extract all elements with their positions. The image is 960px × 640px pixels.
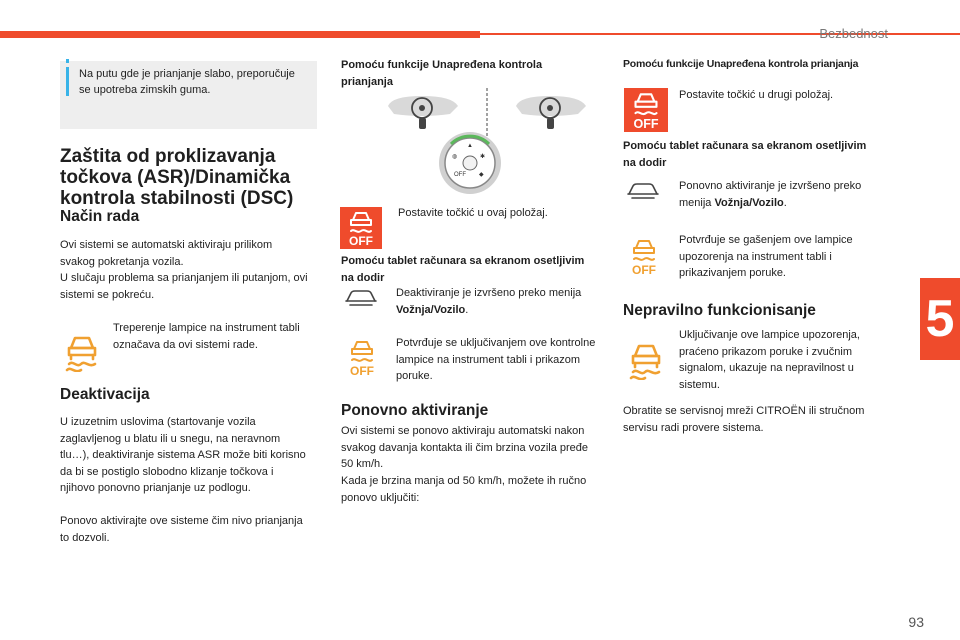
heading-function-right: Pomoću funkcije Unapređena kontrola prianjanja bbox=[623, 58, 859, 70]
deactivation-done-text: Deaktiviranje je izvršeno preko menija Vožnja/Vozilo. bbox=[396, 287, 582, 316]
section-title: Bezbednost bbox=[819, 26, 888, 41]
menu-name: Vožnja/Vozilo bbox=[396, 303, 466, 316]
heading-function-middle: Pomoću funkcije Unapređena kontrola prianjanja bbox=[341, 59, 543, 88]
blink-text: Treperenje lampice na instrument tabli označava da ovi sistemi rade. bbox=[113, 322, 300, 351]
malfunction-text: Uključivanje ove lampice upozorenja, praćeno prikazom poruke i zvučnim signalom, ukazuje na nepravilnost u sistemu. bbox=[679, 329, 860, 391]
reactivation-text-2: Kada je brzina manja od 50 km/h, možete ih ručno ponovo uključiti: bbox=[341, 475, 587, 504]
tablet-heading-right: Pomoću tablet računara sa ekranom osetljivim na dodir bbox=[623, 140, 867, 169]
service-text: Obratite se servisnoj mreži CITROËN ili stručnom servisu radi provere sistema. bbox=[623, 405, 865, 434]
heading-mode: Način rada bbox=[60, 208, 140, 225]
confirm-text-right: Potvrđuje se gašenjem ove lampice upozorenja na instrument tabli i prikazivanjem poruke. bbox=[679, 234, 853, 279]
svg-text:◍: ◍ bbox=[452, 154, 458, 160]
page-title: Zaštita od proklizavanja točkova (ASR)/Dinamička kontrola stabilnosti (DSC) bbox=[60, 146, 294, 209]
svg-text:OFF: OFF bbox=[350, 364, 374, 377]
page-number: 93 bbox=[908, 614, 924, 630]
off-label: OFF bbox=[349, 234, 373, 248]
svg-text:OFF: OFF bbox=[632, 263, 656, 276]
step-text-middle bbox=[398, 205, 598, 222]
info-icon bbox=[66, 67, 69, 96]
deactivation-text-2: Ponovo aktivirajte ove sisteme čim nivo prianjanja to dozvoli. bbox=[60, 515, 303, 544]
heading-malfunction: Nepravilno funkcionisanje bbox=[623, 302, 816, 319]
info-note bbox=[60, 61, 317, 129]
asr-off-icon-amber-right bbox=[624, 236, 664, 276]
svg-text:OFF: OFF bbox=[454, 172, 466, 178]
car-outline-icon bbox=[344, 287, 378, 309]
svg-text:▲: ▲ bbox=[467, 143, 473, 149]
asr-off-icon-amber bbox=[342, 337, 382, 377]
asr-off-icon-red bbox=[340, 207, 382, 249]
deactivation-text-1: U izuzetnim uslovima (startovanje vozila zaglavljenog u blatu ili u snegu, na neravnom tlu…), deaktiviranje sistema ASR može biti korisno da bi se postiglo slobodno klizanje točkova i njihovo ponovno prianjanje uz podlogu. bbox=[60, 416, 306, 494]
mode-text-1: Ovi sistemi se automatski aktiviraju prilikom svakog pokretanja vozila. bbox=[60, 239, 273, 268]
skid-warning-icon bbox=[61, 330, 103, 372]
car-outline-icon-right bbox=[626, 180, 660, 202]
svg-text:✱: ✱ bbox=[480, 154, 486, 160]
step-text-right: Postavite točkić u drugi položaj. bbox=[679, 89, 834, 101]
skid-warning-icon-right bbox=[625, 338, 667, 380]
reactivation-done-text: Ponovno aktiviranje je izvršeno preko menija Vožnja/Vozilo. bbox=[679, 180, 862, 209]
chapter-tab: 5 bbox=[920, 278, 960, 360]
reactivation-text-1: Ovi sistemi se ponovo aktiviraju automatski nakon svakog davanja kontakta ili čim brzina vozila pređe 50 km/h. bbox=[341, 425, 589, 470]
mode-text-2: U slučaju problema sa prianjanjem ili putanjom, ovi sistemi se pokreću. bbox=[60, 272, 308, 301]
heading-deactivation: Deaktivacija bbox=[60, 386, 150, 403]
tablet-heading-middle: Pomoću tablet računara sa ekranom osetljivim na dodir bbox=[341, 255, 585, 284]
svg-text:OFF: OFF bbox=[633, 116, 659, 131]
grip-control-dial-icon bbox=[437, 130, 503, 196]
step-text: Postavite točkić u ovaj položaj. bbox=[398, 207, 548, 219]
confirm-text-middle: Potvrđuje se uključivanjem ove kontrolne lampice na instrument tabli i prikazom poruke. bbox=[396, 337, 596, 382]
heading-reactivation: Ponovno aktiviranje bbox=[341, 402, 489, 419]
header-rule bbox=[480, 33, 960, 35]
header-accent-bar bbox=[0, 31, 480, 38]
asr-off-icon-red-right bbox=[624, 88, 668, 132]
svg-text:◆: ◆ bbox=[479, 172, 484, 178]
info-note-text: Na putu gde je prianjanje slabo, preporučuje se upotreba zimskih guma. bbox=[79, 68, 295, 96]
